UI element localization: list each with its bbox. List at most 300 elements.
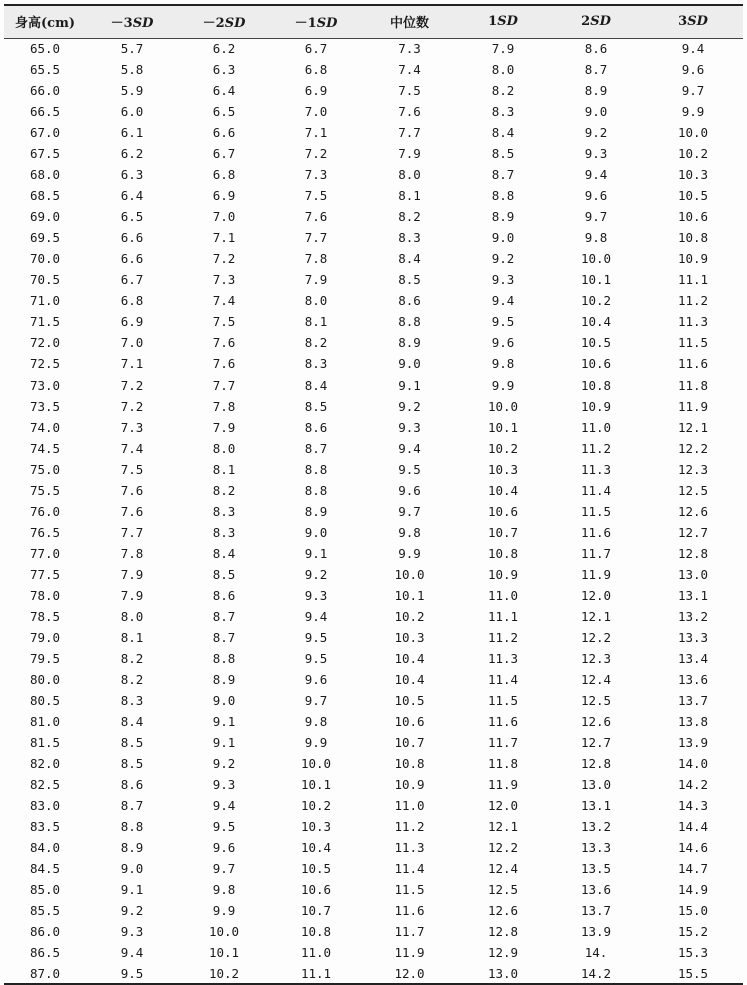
- weight-cell: 8.2: [491, 83, 515, 99]
- weight-cell: 13.0: [580, 777, 612, 793]
- weight-cell: 10.0: [208, 924, 240, 940]
- weight-cell: 14.: [584, 945, 608, 961]
- weight-cell: 11.9: [677, 398, 709, 414]
- weight-cell: 14.7: [677, 861, 709, 877]
- weight-cell: 13.9: [580, 924, 612, 940]
- weight-cell: 8.4: [120, 714, 144, 730]
- weight-cell: 14.3: [677, 798, 709, 814]
- weight-cell: 10.9: [487, 566, 519, 582]
- weight-cell: 11.1: [487, 608, 519, 624]
- weight-cell: 6.7: [212, 146, 236, 162]
- table-row: [4, 774, 743, 795]
- weight-cell: 6.9: [120, 314, 144, 330]
- weight-cell: 9.8: [491, 356, 515, 372]
- weight-cell: 14.4: [677, 819, 709, 835]
- weight-cell: 11.8: [487, 756, 519, 772]
- weight-cell: 10.7: [300, 903, 332, 919]
- weight-cell: 12.0: [487, 798, 519, 814]
- weight-cell: 8.6: [398, 293, 421, 309]
- table-row: [4, 101, 743, 122]
- weight-cell: 8.4: [491, 125, 515, 141]
- height-cell: 71.0: [29, 293, 61, 309]
- weight-cell: 11.5: [394, 882, 425, 898]
- weight-cell: 11.2: [487, 629, 519, 645]
- weight-cell: 5.7: [120, 41, 144, 57]
- height-cell: 70.5: [29, 272, 61, 288]
- weight-cell: 8.3: [491, 104, 515, 120]
- weight-cell: 13.1: [677, 587, 709, 603]
- weight-cell: 9.2: [212, 756, 236, 772]
- weight-cell: 8.0: [491, 62, 515, 78]
- weight-cell: 9.4: [212, 798, 236, 814]
- header-label: －3: [110, 16, 133, 32]
- table-row: [4, 732, 743, 753]
- header-label: 1: [488, 14, 498, 30]
- weight-cell: 9.2: [304, 566, 328, 582]
- header-sd-suffix: SD: [316, 16, 338, 32]
- weight-cell: 11.9: [580, 566, 612, 582]
- weight-cell: 7.1: [120, 356, 144, 372]
- weight-cell: 8.0: [304, 293, 328, 309]
- height-cell: 73.0: [29, 377, 61, 393]
- weight-cell: 10.8: [300, 924, 332, 940]
- weight-cell: 6.5: [212, 104, 236, 120]
- weight-cell: 9.4: [491, 293, 515, 309]
- table-row: [4, 59, 743, 80]
- weight-cell: 10.0: [487, 398, 519, 414]
- weight-cell: 6.2: [120, 146, 144, 162]
- weight-cell: 12.0: [362, 963, 457, 984]
- weight-cell: 8.5: [304, 398, 328, 414]
- weight-cell: 8.4: [304, 377, 328, 393]
- weight-cell: 10.1: [487, 419, 519, 435]
- weight-cell: 11.9: [394, 945, 425, 961]
- weight-cell: 7.2: [304, 146, 328, 162]
- header-label: 中位数: [389, 16, 429, 32]
- weight-cell: 8.8: [304, 461, 328, 477]
- weight-cell: 10.6: [300, 882, 332, 898]
- plus-3sd-header: [643, 5, 743, 38]
- weight-cell: 8.7: [120, 798, 144, 814]
- weight-cell: 9.5: [86, 963, 178, 984]
- weight-cell: 9.7: [212, 861, 236, 877]
- weight-cell: 7.0: [304, 104, 328, 120]
- height-cell: 87.0: [4, 963, 86, 984]
- weight-cell: 11.7: [394, 924, 425, 940]
- weight-cell: 9.5: [398, 461, 421, 477]
- weight-cell: 7.6: [398, 104, 421, 120]
- weight-cell: 9.4: [120, 945, 144, 961]
- weight-cell: 9.2: [120, 903, 144, 919]
- weight-cell: 12.0: [580, 587, 612, 603]
- weight-cell: 10.8: [394, 756, 425, 772]
- weight-cell: 7.9: [491, 41, 515, 57]
- weight-cell: 9.0: [212, 692, 236, 708]
- weight-cell: 12.8: [487, 924, 519, 940]
- weight-cell: 9.1: [398, 377, 421, 393]
- weight-cell: 8.3: [212, 503, 236, 519]
- weight-cell: 15.2: [677, 924, 709, 940]
- weight-cell: 8.4: [398, 251, 421, 267]
- weight-cell: 9.3: [398, 419, 421, 435]
- weight-cell: 7.6: [212, 335, 236, 351]
- weight-cell: 8.9: [584, 83, 608, 99]
- weight-cell: 8.2: [398, 209, 421, 225]
- weight-cell: 13.8: [677, 714, 709, 730]
- weight-cell: 6.4: [120, 188, 144, 204]
- height-cell: 67.0: [29, 125, 61, 141]
- weight-cell: 10.4: [580, 314, 612, 330]
- weight-cell: 11.3: [580, 461, 612, 477]
- header-sd-suffix: SD: [224, 16, 246, 32]
- weight-cell: 7.9: [304, 272, 328, 288]
- height-cell: 82.5: [29, 777, 61, 793]
- height-cell: 77.5: [29, 566, 61, 582]
- weight-cell: 7.4: [398, 62, 421, 78]
- weight-cell: 13.0: [457, 963, 549, 984]
- weight-cell: 6.5: [120, 209, 144, 225]
- weight-cell: 10.3: [677, 167, 709, 183]
- height-cell: 69.0: [29, 209, 61, 225]
- weight-cell: 13.4: [677, 650, 709, 666]
- height-header: [4, 5, 86, 38]
- weight-cell: 7.6: [304, 209, 328, 225]
- weight-cell: 6.1: [120, 125, 144, 141]
- weight-cell: 12.1: [487, 819, 519, 835]
- height-cell: 70.0: [29, 251, 61, 267]
- height-cell: 69.5: [29, 230, 61, 246]
- height-cell: 71.5: [29, 314, 61, 330]
- weight-cell: 10.0: [394, 566, 425, 582]
- header-label: －2: [202, 16, 225, 32]
- weight-cell: 8.3: [120, 692, 144, 708]
- height-cell: 66.0: [29, 83, 61, 99]
- weight-cell: 10.9: [394, 777, 425, 793]
- weight-cell: 10.6: [487, 503, 519, 519]
- weight-cell: 11.1: [677, 272, 709, 288]
- height-cell: 72.0: [29, 335, 61, 351]
- weight-cell: 8.8: [120, 819, 144, 835]
- header-label: 2: [581, 14, 591, 30]
- table-row: [4, 606, 743, 627]
- table-row: [4, 648, 743, 669]
- weight-cell: 10.6: [394, 714, 425, 730]
- weight-cell: 10.0: [300, 756, 332, 772]
- weight-cell: 7.6: [212, 356, 236, 372]
- weight-cell: 9.5: [212, 819, 236, 835]
- table-row: [4, 900, 743, 921]
- weight-cell: 12.2: [580, 629, 612, 645]
- weight-cell: 13.3: [580, 840, 612, 856]
- weight-cell: 9.7: [304, 692, 328, 708]
- weight-cell: 10.6: [580, 356, 612, 372]
- weight-cell: 12.2: [677, 440, 709, 456]
- weight-cell: 8.9: [398, 335, 421, 351]
- weight-cell: 13.0: [677, 566, 709, 582]
- table-row: [4, 164, 743, 185]
- weight-cell: 7.5: [212, 314, 236, 330]
- weight-cell: 7.9: [120, 566, 144, 582]
- weight-cell: 11.5: [580, 503, 612, 519]
- weight-cell: 8.8: [304, 482, 328, 498]
- weight-cell: 7.9: [212, 419, 236, 435]
- weight-cell: 7.0: [120, 335, 144, 351]
- table-row: [4, 417, 743, 438]
- weight-cell: 8.3: [212, 524, 236, 540]
- weight-cell: 9.9: [304, 735, 328, 751]
- weight-cell: 15.0: [677, 903, 709, 919]
- table-row: [4, 669, 743, 690]
- table-row: [4, 227, 743, 248]
- weight-cell: 10.3: [300, 819, 332, 835]
- height-cell: 84.0: [29, 840, 61, 856]
- table-row: [4, 963, 743, 984]
- table-row: [4, 459, 743, 480]
- weight-cell: 7.3: [304, 167, 328, 183]
- weight-cell: 11.3: [394, 840, 425, 856]
- height-cell: 80.0: [29, 671, 61, 687]
- weight-cell: 8.7: [212, 608, 236, 624]
- weight-cell: 12.4: [580, 671, 612, 687]
- weight-cell: 7.3: [212, 272, 236, 288]
- weight-cell: 10.1: [208, 945, 240, 961]
- weight-cell: 9.6: [491, 335, 515, 351]
- weight-cell: 6.9: [304, 83, 328, 99]
- header-sd-suffix: SD: [687, 14, 708, 30]
- weight-cell: 11.6: [580, 524, 612, 540]
- weight-cell: 8.7: [212, 629, 236, 645]
- weight-cell: 9.0: [584, 104, 608, 120]
- weight-cell: 8.7: [491, 167, 515, 183]
- weight-cell: 9.0: [398, 356, 421, 372]
- weight-cell: 7.2: [120, 398, 144, 414]
- weight-cell: 13.7: [677, 692, 709, 708]
- weight-cell: 7.9: [398, 146, 421, 162]
- weight-cell: 8.7: [304, 440, 328, 456]
- weight-cell: 14.6: [677, 840, 709, 856]
- table-row: [4, 879, 743, 900]
- weight-cell: 9.3: [584, 146, 608, 162]
- weight-cell: 10.1: [580, 272, 612, 288]
- weight-cell: 12.5: [677, 482, 709, 498]
- weight-cell: 10.8: [677, 230, 709, 246]
- weight-cell: 13.9: [677, 735, 709, 751]
- weight-cell: 11.2: [677, 293, 709, 309]
- weight-cell: 10.8: [487, 545, 519, 561]
- weight-cell: 10.2: [580, 293, 612, 309]
- table-row: [4, 690, 743, 711]
- table-row: [4, 522, 743, 543]
- table-row: [4, 248, 743, 269]
- weight-cell: 12.7: [580, 735, 612, 751]
- weight-cell: 6.8: [304, 62, 328, 78]
- height-cell: 76.5: [29, 524, 61, 540]
- weight-cell: 8.5: [212, 566, 236, 582]
- weight-cell: 6.6: [120, 230, 144, 246]
- weight-cell: 14.2: [549, 963, 643, 984]
- height-cell: 66.5: [29, 104, 61, 120]
- height-cell: 80.5: [29, 692, 61, 708]
- weight-cell: 9.9: [212, 903, 236, 919]
- weight-cell: 10.5: [580, 335, 612, 351]
- weight-cell: 7.9: [120, 587, 144, 603]
- weight-cell: 8.6: [304, 419, 328, 435]
- weight-cell: 13.6: [677, 671, 709, 687]
- height-cell: 86.0: [29, 924, 61, 940]
- weight-cell: 14.2: [677, 777, 709, 793]
- weight-cell: 12.1: [580, 608, 612, 624]
- weight-cell: 10.9: [677, 251, 709, 267]
- weight-cell: 11.6: [487, 714, 519, 730]
- weight-cell: 7.7: [398, 125, 421, 141]
- weight-cell: 12.8: [580, 756, 612, 772]
- weight-cell: 9.9: [398, 545, 421, 561]
- weight-cell: 9.7: [398, 503, 421, 519]
- weight-cell: 10.2: [178, 963, 270, 984]
- weight-cell: 12.3: [580, 650, 612, 666]
- weight-cell: 8.2: [212, 482, 236, 498]
- weight-cell: 10.0: [580, 251, 612, 267]
- weight-cell: 9.7: [584, 209, 608, 225]
- weight-cell: 9.8: [584, 230, 608, 246]
- table-row: [4, 501, 743, 522]
- table-row: [4, 185, 743, 206]
- table-row: [4, 122, 743, 143]
- weight-cell: 11.0: [394, 798, 425, 814]
- weight-cell: 10.1: [300, 777, 332, 793]
- weight-cell: 8.1: [304, 314, 328, 330]
- height-cell: 77.0: [29, 545, 61, 561]
- height-cell: 74.5: [29, 440, 61, 456]
- weight-cell: 9.6: [212, 840, 236, 856]
- height-cell: 68.5: [29, 188, 61, 204]
- weight-cell: 8.5: [120, 756, 144, 772]
- table-row: [4, 290, 743, 311]
- weight-cell: 10.4: [394, 650, 425, 666]
- weight-cell: 7.3: [120, 419, 144, 435]
- header-sd-suffix: SD: [132, 16, 154, 32]
- table-row: [4, 585, 743, 606]
- weight-cell: 7.6: [120, 482, 144, 498]
- weight-cell: 9.6: [304, 671, 328, 687]
- weight-cell: 9.9: [491, 377, 515, 393]
- weight-cell: 12.3: [677, 461, 709, 477]
- weight-cell: 12.2: [487, 840, 519, 856]
- weight-cell: 5.8: [120, 62, 144, 78]
- weight-cell: 9.5: [491, 314, 515, 330]
- weight-cell: 9.4: [304, 608, 328, 624]
- weight-cell: 9.1: [304, 545, 328, 561]
- weight-cell: 9.3: [120, 924, 144, 940]
- table-body: [4, 38, 743, 984]
- weight-cell: 7.8: [212, 398, 236, 414]
- weight-cell: 6.3: [120, 167, 144, 183]
- weight-cell: 8.6: [212, 587, 236, 603]
- table-row: [4, 942, 743, 963]
- weight-cell: 6.4: [212, 83, 236, 99]
- table-row: [4, 375, 743, 396]
- weight-cell: 8.7: [584, 62, 608, 78]
- weight-cell: 12.6: [487, 903, 519, 919]
- weight-cell: 13.1: [580, 798, 612, 814]
- weight-cell: 6.6: [120, 251, 144, 267]
- weight-cell: 13.6: [580, 882, 612, 898]
- weight-cell: 13.3: [677, 629, 709, 645]
- weight-cell: 7.1: [212, 230, 236, 246]
- weight-cell: 12.4: [487, 861, 519, 877]
- weight-cell: 10.2: [677, 146, 709, 162]
- weight-cell: 6.2: [212, 41, 236, 57]
- median-header: [362, 5, 457, 38]
- weight-cell: 11.5: [487, 692, 519, 708]
- weight-cell: 6.9: [212, 188, 236, 204]
- weight-cell: 13.2: [677, 608, 709, 624]
- weight-cell: 10.0: [677, 125, 709, 141]
- weight-cell: 8.6: [120, 777, 144, 793]
- weight-cell: 7.8: [304, 251, 328, 267]
- weight-cell: 8.9: [120, 840, 144, 856]
- weight-cell: 9.8: [304, 714, 328, 730]
- weight-cell: 12.8: [677, 545, 709, 561]
- height-cell: 81.5: [29, 735, 61, 751]
- weight-cell: 7.2: [212, 251, 236, 267]
- plus-1sd-header: [457, 5, 549, 38]
- table-row: [4, 564, 743, 585]
- weight-cell: 9.4: [398, 440, 421, 456]
- weight-cell: 8.8: [491, 188, 515, 204]
- height-cell: 67.5: [29, 146, 61, 162]
- weight-cell: 8.0: [212, 440, 236, 456]
- table-row: [4, 438, 743, 459]
- weight-cell: 7.5: [120, 461, 144, 477]
- weight-cell: 12.7: [677, 524, 709, 540]
- header-row: [4, 5, 743, 38]
- height-cell: 75.5: [29, 482, 61, 498]
- table-row: [4, 711, 743, 732]
- table-row: [4, 921, 743, 942]
- weight-cell: 8.8: [212, 650, 236, 666]
- weight-cell: 11.4: [394, 861, 425, 877]
- weight-cell: 9.6: [584, 188, 608, 204]
- weight-cell: 12.5: [487, 882, 519, 898]
- weight-cell: 9.0: [120, 861, 144, 877]
- weight-cell: 9.6: [681, 62, 705, 78]
- minus-3sd-header: [86, 5, 178, 38]
- weight-cell: 7.4: [212, 293, 236, 309]
- weight-cell: 7.5: [304, 188, 328, 204]
- weight-cell: 9.2: [491, 251, 515, 267]
- table-row: [4, 543, 743, 564]
- weight-cell: 12.5: [580, 692, 612, 708]
- table-row: [4, 269, 743, 290]
- weight-cell: 10.4: [394, 671, 425, 687]
- weight-cell: 11.2: [580, 440, 612, 456]
- weight-cell: 13.2: [580, 819, 612, 835]
- weight-cell: 6.6: [212, 125, 236, 141]
- weight-cell: 14.9: [677, 882, 709, 898]
- weight-cell: 7.0: [212, 209, 236, 225]
- table-row: [4, 353, 743, 374]
- header-sd-suffix: SD: [497, 14, 518, 30]
- height-cell: 83.0: [29, 798, 61, 814]
- header-label: 身高(cm): [15, 16, 75, 32]
- weight-cell: 11.0: [300, 945, 332, 961]
- weight-cell: 9.2: [398, 398, 421, 414]
- height-cell: 85.0: [29, 882, 61, 898]
- weight-cell: 9.4: [584, 167, 608, 183]
- height-cell: 82.0: [29, 756, 61, 772]
- table-header: [4, 5, 743, 38]
